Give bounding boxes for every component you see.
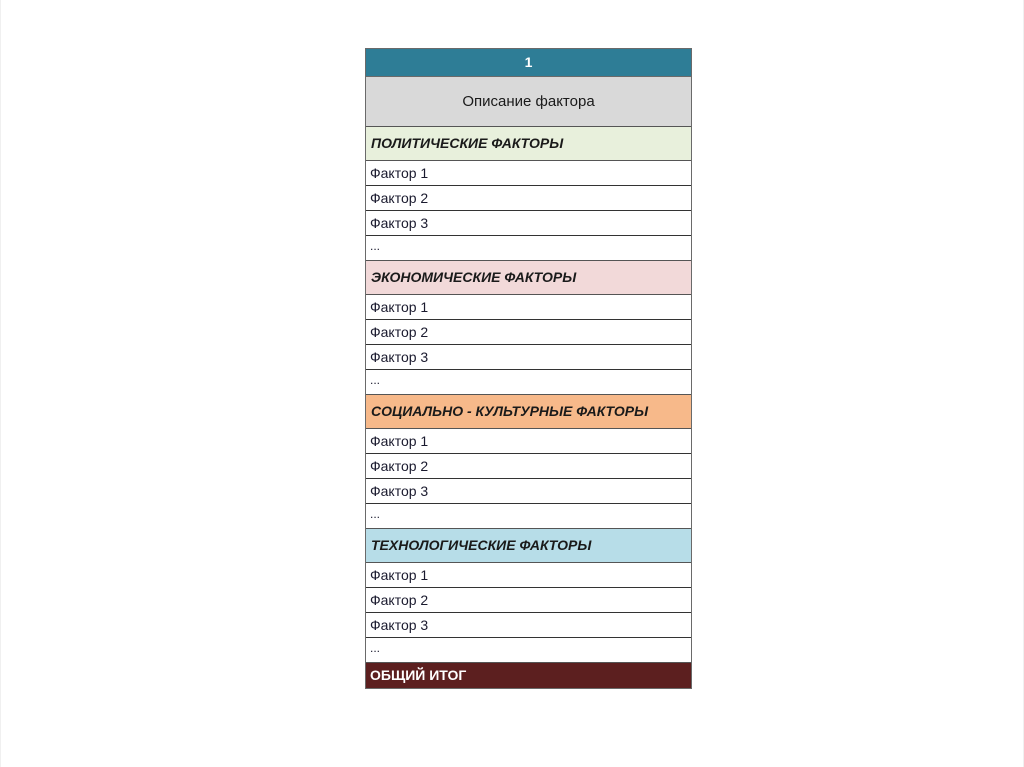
table-row: Фактор 3 <box>366 479 691 504</box>
factor-table <box>365 48 692 689</box>
table-row-ellipsis: ... <box>370 641 381 655</box>
table-row: Фактор 1 <box>366 429 691 454</box>
section-title-sociocultural: СОЦИАЛЬНО - КУЛЬТУРНЫЕ ФАКТОРЫ <box>366 395 691 429</box>
column-description-header: Описание фактора <box>366 77 691 127</box>
table-row: Фактор 2 <box>366 454 691 479</box>
section-title-economic: ЭКОНОМИЧЕСКИЕ ФАКТОРЫ <box>366 261 691 295</box>
table-row: Фактор 2 <box>366 588 691 613</box>
table-row-ellipsis: ... <box>370 507 381 521</box>
section-sociocultural <box>366 395 691 529</box>
table-row: Фактор 2 <box>366 320 691 345</box>
section-economic <box>366 261 691 395</box>
section-title-political: ПОЛИТИЧЕСКИЕ ФАКТОРЫ <box>366 127 691 161</box>
table-row: Фактор 1 <box>366 563 691 588</box>
table-row: Фактор 3 <box>366 211 691 236</box>
section-political <box>366 127 691 261</box>
section-technological <box>366 529 691 663</box>
table-row: Фактор 3 <box>366 613 691 638</box>
table-row-ellipsis: ... <box>370 239 381 253</box>
section-title-technological: ТЕХНОЛОГИЧЕСКИЕ ФАКТОРЫ <box>366 529 691 563</box>
column-number-header: 1 <box>366 49 691 77</box>
table-row: Фактор 3 <box>366 345 691 370</box>
grand-total-row: ОБЩИЙ ИТОГ <box>366 663 691 688</box>
table-row: Фактор 1 <box>366 295 691 320</box>
table-row-ellipsis: ... <box>370 373 381 387</box>
table-row: Фактор 2 <box>366 186 691 211</box>
table-row: Фактор 1 <box>366 161 691 186</box>
